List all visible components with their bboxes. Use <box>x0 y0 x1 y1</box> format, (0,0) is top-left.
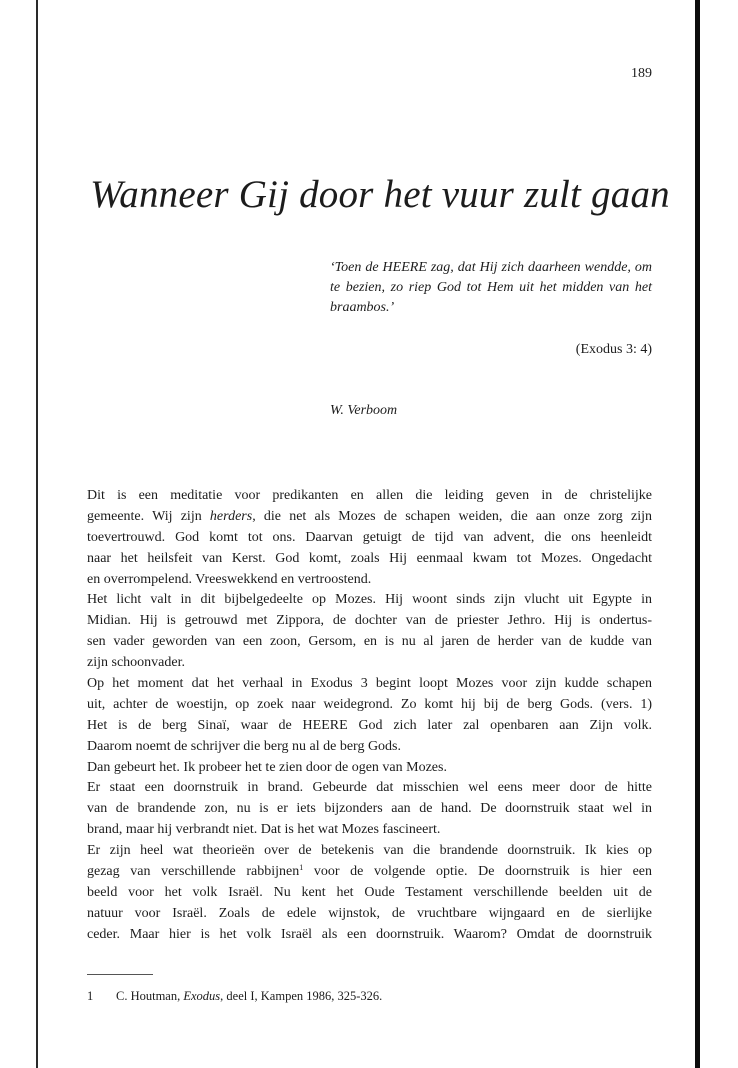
body-line: Dan gebeurt het. Ik probeer het te zien door de ogen van Mozes. <box>87 759 447 775</box>
body-line: en overrompelend. Vreeswekkend en vertroostend. <box>87 571 372 587</box>
body-line: Dit is een meditatie voor predikanten en allen die leiding geven in de christelijke <box>87 488 652 503</box>
body-line: van de brandende zon, nu is er iets bijzonders aan de hand. De doornstruik staat wel in <box>87 801 652 817</box>
body-line: Het is de berg Sinaï, waar de HEERE God zich later zal openbaren aan Zijn volk. <box>87 717 652 733</box>
epigraph-quote: ‘Toen de HEERE zag, dat Hij zich daarheen wendde, om te bezien, zo riep God tot Hem uit het midden van het braambos.’ <box>330 260 652 315</box>
body-line: gemeente. Wij zijn herders, die net als Mozes de schapen weiden, die aan onze zorg zijn <box>87 508 653 524</box>
body-line: sen vader geworden van een zoon, Gersom, en is nu al jaren de herder van de kudde van <box>87 634 652 650</box>
body-line: toevertrouwd. God komt tot ons. Daarvan getuigt de tijd van advent, die ons heenleidt <box>87 529 652 545</box>
body-line: uit, achter de woestijn, op zoek naar weidegrond. Zo komt hij bij de berg Gods. (vers. 1) <box>87 696 652 712</box>
footnote-ref[interactable]: 1 <box>299 863 304 873</box>
body-line: Het licht valt in dit bijbelgedeelte op Mozes. Hij woont sinds zijn vlucht uit Egypte in <box>87 592 652 608</box>
body-line: Er zijn heel wat theorieën over de betekenis van die brandende doornstruik. Ik kies op <box>87 843 652 859</box>
body-line: Er staat een doornstruik in brand. Gebeurde dat misschien wel eens meer door de hitte <box>87 780 652 796</box>
footnote-number: 1 <box>87 989 94 1003</box>
footnote-divider <box>87 974 153 975</box>
body-line: brand, maar hij verbrandt niet. Dat is het wat Mozes fascineert. <box>87 822 441 838</box>
body-line: Op het moment dat het verhaal in Exodus 3 begint loopt Mozes voor zijn kudde schapen <box>87 676 652 692</box>
body-text <box>87 486 652 946</box>
article-title: Wanneer Gij door het vuur zult gaan <box>90 173 670 216</box>
scan-edge-right <box>695 0 700 1068</box>
body-line: beeld voor het volk Israël. Nu kent het Oude Testament verschillende beelden uit de <box>87 884 652 900</box>
author-name: W. Verboom <box>330 403 398 418</box>
body-line: gezag van verschillende rabbijnen$^1$ voor de volgende optie. De doornstruik is hier een <box>87 863 653 880</box>
body-line: naar het heilsfeit van Kerst. God komt, zoals Hij eenmaal kwam tot Mozes. Ongedacht <box>87 550 652 566</box>
bible-reference: (Exodus 3: 4) <box>575 342 652 357</box>
body-line: zijn schoonvader. <box>87 655 185 671</box>
scan-edge-left <box>36 0 38 1068</box>
body-line: Daarom noemt de schrijver die berg nu al de berg Gods. <box>87 738 402 754</box>
footnote-book-title: Exodus <box>183 989 221 1003</box>
page-number: 189 <box>631 66 652 81</box>
footnote: 1 C. Houtman, Exodus, deel I, Kampen 1986, 325-326. <box>87 989 383 1003</box>
emphasis-herders: herders <box>209 508 253 524</box>
body-line: natuur voor Israël. Zoals de edele wijnstok, de vruchtbare wijngaard en de sierlijke <box>87 905 652 921</box>
body-line: Midian. Hij is getrouwd met Zippora, de dochter van de priester Jethro. Hij is ondertus- <box>87 613 652 629</box>
body-line: ceder. Maar hier is het volk Israël als een doornstruik. Waarom? Omdat de doornstruik <box>87 926 652 942</box>
